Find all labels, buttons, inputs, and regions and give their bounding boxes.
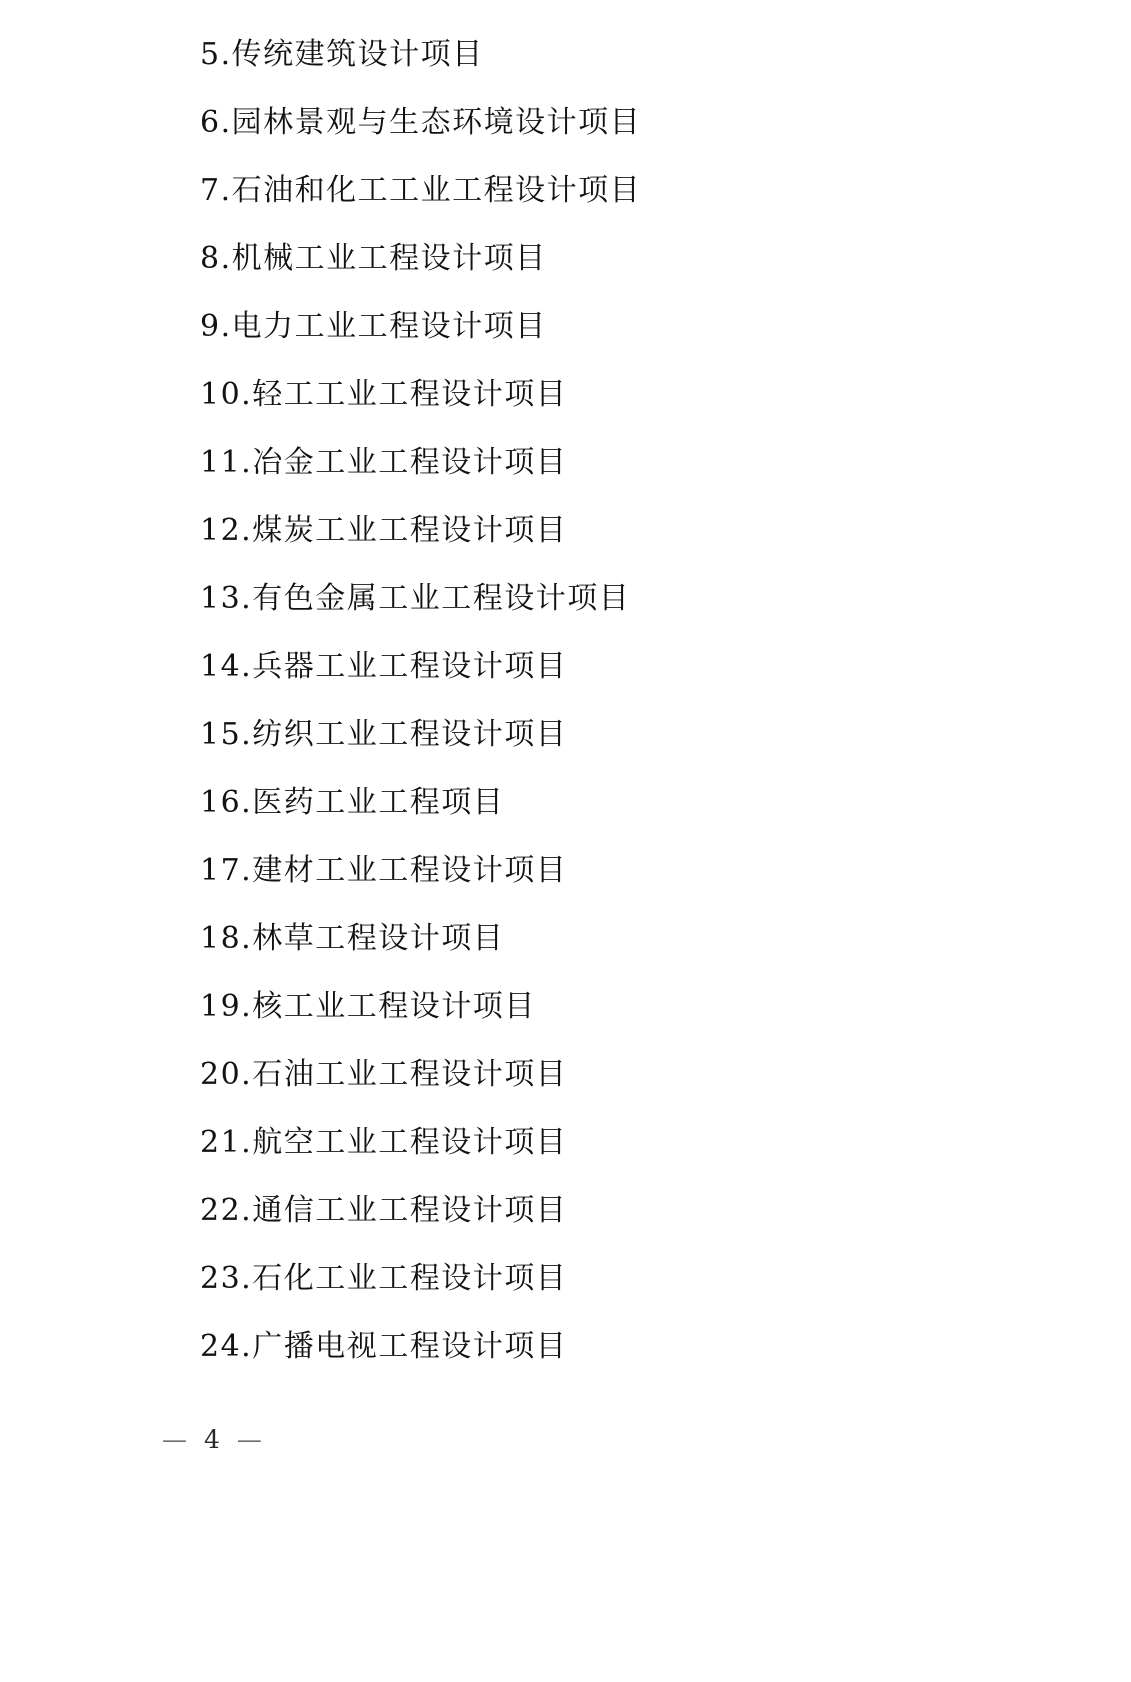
list-item: 18.林草工程设计项目	[200, 921, 505, 956]
list-item: 21.航空工业工程设计项目	[200, 1125, 568, 1160]
page-footer	[0, 1425, 1131, 1454]
list-item: 19.核工业工程设计项目	[200, 989, 536, 1024]
footer-left-dash: —	[162, 1425, 190, 1454]
list-item: 15.纺织工业工程设计项目	[200, 717, 568, 752]
list-item: 11.冶金工业工程设计项目	[200, 445, 568, 480]
list-item: 10.轻工工业工程设计项目	[200, 377, 568, 412]
list-item: 9.电力工业工程设计项目	[200, 309, 547, 344]
list-item: 5.传统建筑设计项目	[200, 37, 484, 72]
list-item: 22.通信工业工程设计项目	[200, 1193, 568, 1228]
list-item: 12.煤炭工业工程设计项目	[200, 513, 568, 548]
list-item: 6.园林景观与生态环境设计项目	[200, 105, 642, 140]
list-item: 7.石油和化工工业工程设计项目	[200, 173, 642, 208]
footer-page-number: 4	[204, 1425, 223, 1454]
list-item: 17.建材工业工程设计项目	[200, 853, 568, 888]
list-item: 8.机械工业工程设计项目	[200, 241, 547, 276]
list-item: 16.医药工业工程项目	[200, 785, 505, 820]
footer-right-dash: —	[236, 1425, 265, 1454]
list-item: 14.兵器工业工程设计项目	[200, 649, 568, 684]
list-item: 24.广播电视工程设计项目	[200, 1329, 568, 1364]
document-body	[200, 37, 1011, 1400]
page-number	[148, 1425, 279, 1454]
list-item: 20.石油工业工程设计项目	[200, 1057, 568, 1092]
list-item: 13.有色金属工业工程设计项目	[200, 581, 631, 616]
list-item: 23.石化工业工程设计项目	[200, 1261, 568, 1296]
